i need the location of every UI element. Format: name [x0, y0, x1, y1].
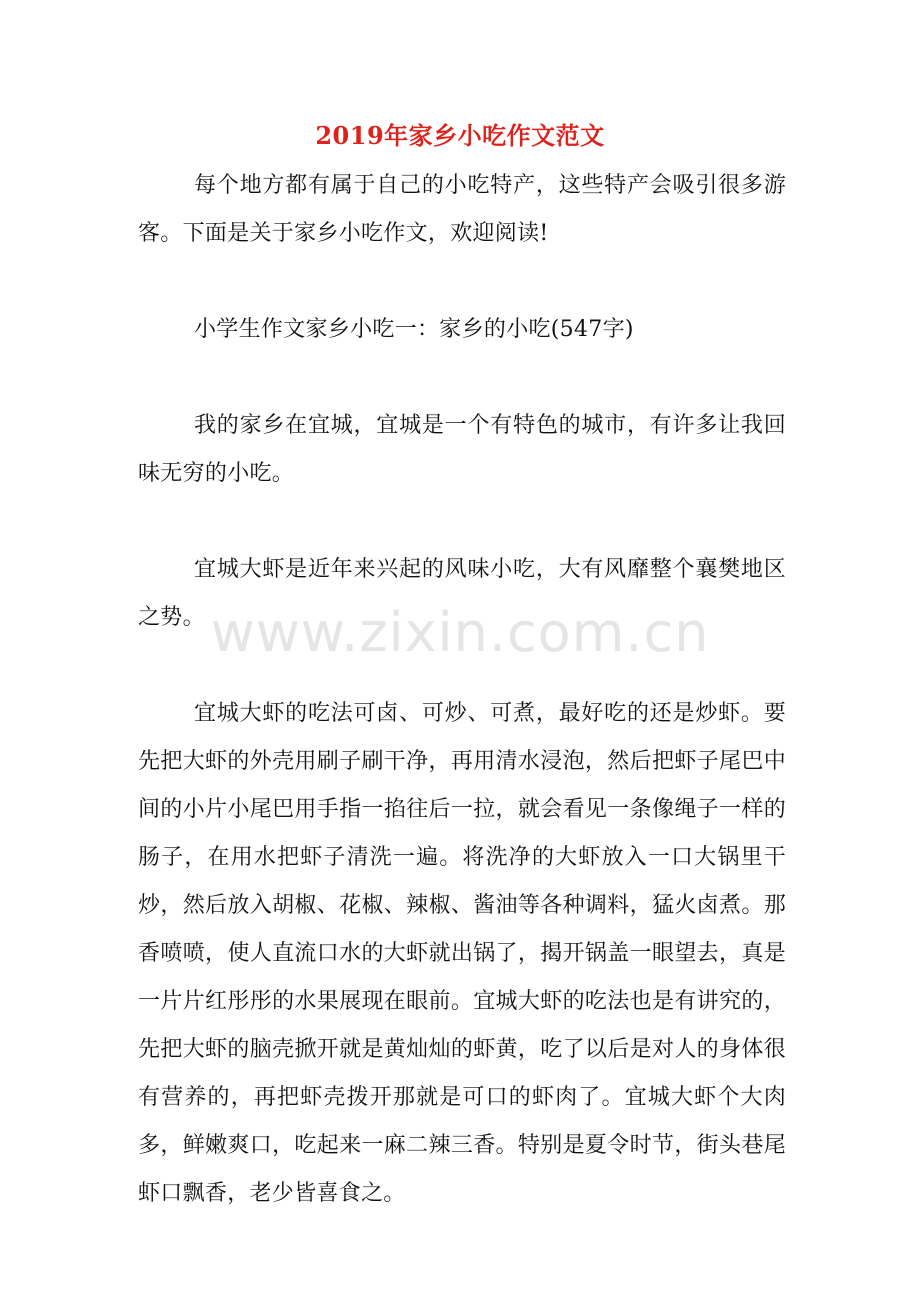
- watermark-text: www.zixin.com.cn: [210, 601, 710, 664]
- paragraph-hometown: 我的家乡在宜城，宜城是一个有特色的城市，有许多让我回味无穷的小吃。: [138, 413, 786, 486]
- section-heading: 小学生作文家乡小吃一：家乡的小吃(547字): [194, 317, 634, 342]
- intro-paragraph: 每个地方都有属于自己的小吃特产，这些特产会吸引很多游客。下面是关于家乡小吃作文，欢迎阅读!: [138, 173, 786, 246]
- paragraph-shrimp-intro: 宜城大虾是近年来兴起的风味小吃，大有风靡整个襄樊地区之势。: [138, 557, 786, 630]
- document-title: 2019年家乡小吃作文范文: [315, 121, 605, 150]
- paragraph-shrimp-cooking: 宜城大虾的吃法可卤、可炒、可煮，最好吃的还是炒虾。要先把大虾的外壳用刷子刷干净，再用清水浸泡，然后把虾子尾巴中间的小片小尾巴用手指一掐往后一拉，就会看见一条像绳子一样的肠子，在用水把虾子清洗一遍。将洗净的大虾放入一口大锅里干炒，然后放入胡椒、花椒、辣椒、酱油等各种调料，猛火卤煮。那香喷喷，使人直流口水的大虾就出锅了，揭开锅盖一眼望去，真是一片片红彤彤的水果展现在眼前。宜城大虾的吃法也是有讲究的，先把大虾的脑壳掀开就是黄灿灿的虾黄，吃了以后是对人的身体很有营养的，再把虾壳拨开那就是可口的虾肉了。宜城大虾个大肉多，鲜嫩爽口，吃起来一麻二辣三香。特别是夏令时节，街头巷尾虾口飘香，老少皆喜食之。: [138, 701, 786, 1206]
